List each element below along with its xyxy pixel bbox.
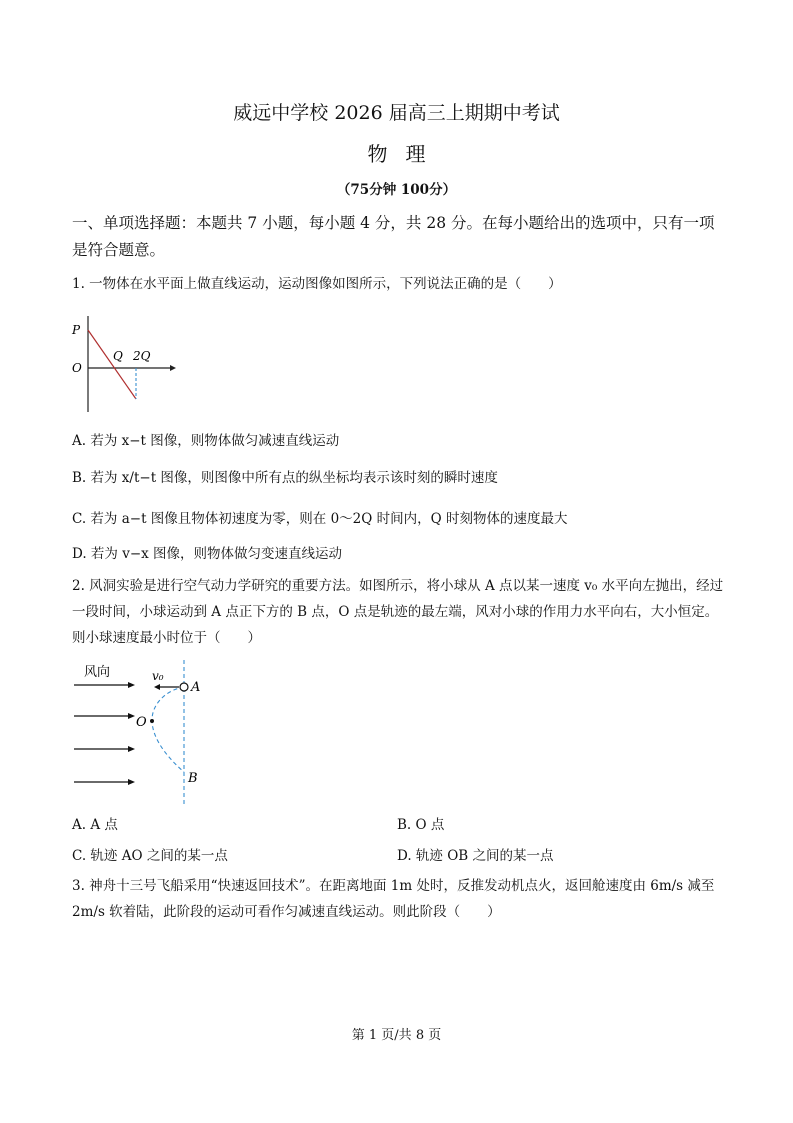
q1-label-q: Q	[113, 349, 123, 363]
v0-label: v₀	[152, 669, 164, 683]
q1-stem: 1. 一物体在水平面上做直线运动，运动图像如图所示，下列说法正确的是（ ）	[72, 276, 562, 292]
q2-label-b: B	[188, 771, 198, 786]
q1-label-2q: 2Q	[133, 349, 151, 363]
q2-label-a: A	[191, 680, 201, 695]
q2-wind-label: 风向	[84, 665, 111, 680]
exam-title: 威远中学校 2026 届高三上期期中考试	[233, 102, 560, 124]
q2-trajectory	[152, 687, 184, 772]
page-footer: 第 1 页/共 8 页	[351, 1028, 442, 1043]
q2-option-a: A. A 点	[72, 817, 118, 833]
q1-option-b: B. 若为 x/t−t 图像，则图像中所有点的纵坐标均表示该时刻的瞬时速度	[72, 470, 498, 486]
q3-stem: 3. 神舟十三号飞船采用“快速返回技术”。在距离地面 1m 处时，反推发动机点火，返回舱速度由 6m/s 减至 2m/s 软着陆，此阶段的运动可看作匀减速直线运动。则此阶段（ ）	[72, 878, 715, 920]
q1-option-d: D. 若为 v−x 图像，则物体做匀变速直线运动	[72, 546, 343, 562]
q1-graph-line	[88, 330, 136, 399]
q1-option-a: A. 若为 x−t 图像，则物体做匀减速直线运动	[72, 433, 340, 449]
ball-a	[180, 683, 188, 691]
q2-figure	[66, 660, 226, 810]
q1-label-o: O	[72, 361, 82, 375]
time-info: （75分钟 100分）	[336, 182, 457, 198]
point-o	[150, 719, 154, 723]
q2-option-d: D. 轨迹 OB 之间的某一点	[397, 848, 554, 864]
q1-x-arrow	[170, 365, 176, 371]
q2-stem: 2. 风洞实验是进行空气动力学研究的重要方法。如图所示，将小球从 A 点以某一速度 v₀ 水平向左抛出，经过一段时间，小球运动到 A 点正下方的 B 点，O 点是轨迹的最左端，风对小球的作用力水平向右，大小恒定。则小球速度最小时位于（ ）	[72, 578, 724, 646]
q2-option-c: C. 轨迹 AO 之间的某一点	[72, 848, 228, 864]
q1-label-p: P	[72, 323, 81, 337]
section-heading: 一、单项选择题：本题共 7 小题，每小题 4 分，共 28 分。在每小题给出的选项中，只有一项是符合题意。	[72, 214, 715, 259]
q2-label-o: O	[136, 715, 147, 730]
q1-graph	[66, 316, 186, 416]
subject-title: 物理	[367, 142, 444, 166]
q1-option-c: C. 若为 a−t 图像且物体初速度为零，则在 0～2Q 时间内，Q 时刻物体的速度最大	[72, 511, 568, 527]
q2-option-b: B. O 点	[397, 817, 445, 833]
